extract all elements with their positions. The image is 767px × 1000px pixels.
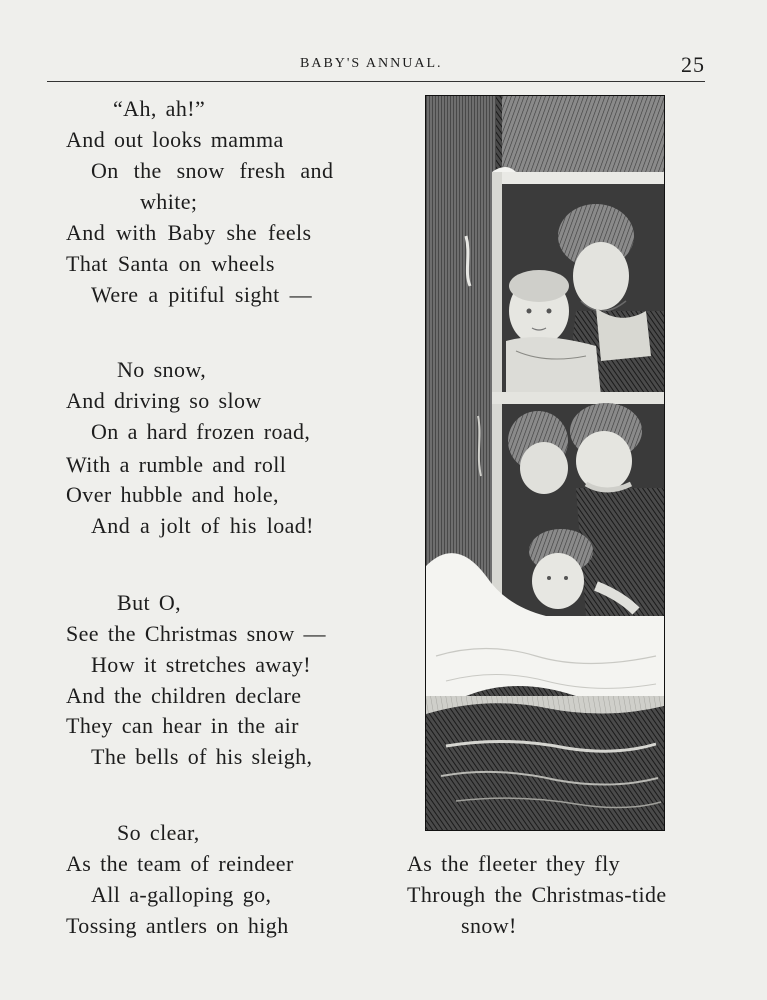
header-rule bbox=[47, 81, 705, 82]
poem-line: No snow, bbox=[117, 357, 207, 382]
poem-line: They can hear in the air bbox=[66, 713, 299, 738]
engraving-illustration bbox=[425, 95, 665, 831]
poem-line: And with Baby she feels bbox=[66, 220, 312, 245]
poem-line: Tossing antlers on high bbox=[66, 913, 289, 938]
poem-line: That Santa on wheels bbox=[66, 251, 275, 276]
poem-line: How it stretches away! bbox=[91, 652, 312, 677]
poem-line: Through the Christmas-tide bbox=[407, 882, 667, 907]
poem-line: Were a pitiful sight — bbox=[91, 282, 312, 307]
poem-line: As the fleeter they fly bbox=[407, 851, 621, 876]
poem-line: On the snow fresh and bbox=[91, 158, 334, 183]
poem-line: And driving so slow bbox=[66, 388, 262, 413]
poem-line: All a-galloping go, bbox=[91, 882, 272, 907]
poem-line: Over hubble and hole, bbox=[66, 482, 279, 507]
poem-line: So clear, bbox=[117, 820, 200, 845]
poem-line: And the children declare bbox=[66, 683, 302, 708]
poem-line: white; bbox=[140, 189, 198, 214]
running-head: BABY'S ANNUAL. bbox=[300, 56, 443, 71]
poem-line: And a jolt of his load! bbox=[91, 513, 314, 538]
poem-line: snow! bbox=[461, 913, 517, 938]
poem-line: With a rumble and roll bbox=[66, 452, 287, 477]
poem-line: As the team of reindeer bbox=[66, 851, 294, 876]
poem-line: The bells of his sleigh, bbox=[91, 744, 313, 769]
poem-line: “Ah, ah!” bbox=[113, 96, 206, 121]
poem-line: And out looks mamma bbox=[66, 127, 284, 152]
poem-line: See the Christmas snow — bbox=[66, 621, 326, 646]
poem-line: But O, bbox=[117, 590, 182, 615]
poem-line: On a hard frozen road, bbox=[91, 419, 311, 444]
page-number: 25 bbox=[681, 52, 705, 77]
